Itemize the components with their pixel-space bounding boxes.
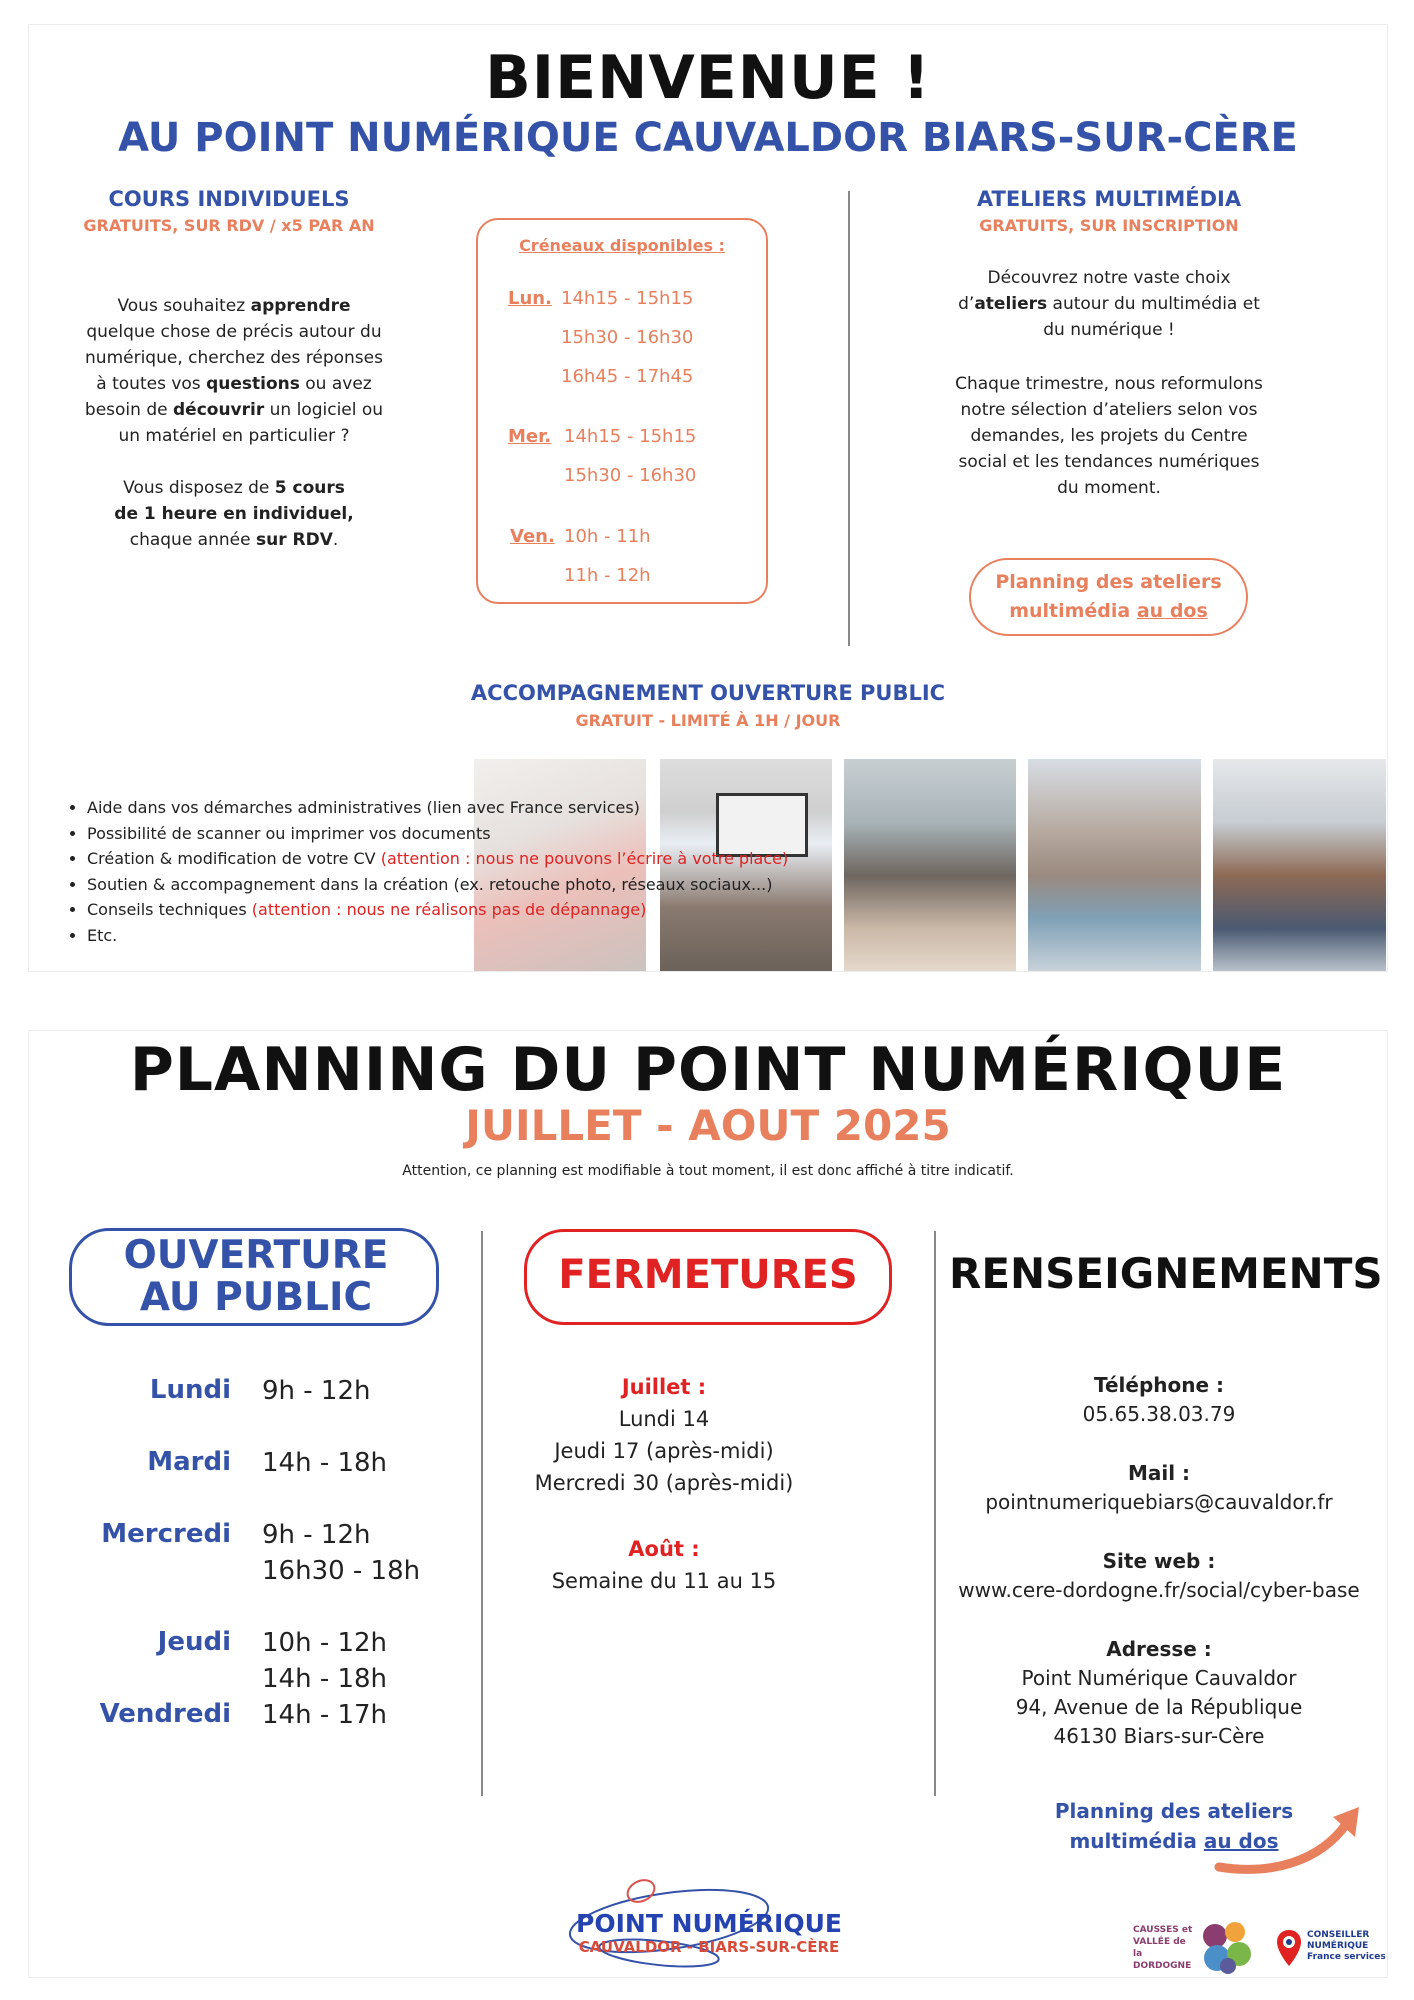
accompagnement-item: • Création & modification de votre CV (attention : nous ne pouvons l’écrire à votre place) <box>87 846 859 872</box>
planning-subtitle: JUILLET - AOUT 2025 <box>465 1101 951 1150</box>
planning-note: Attention, ce planning est modifiable à tout moment, il est donc affiché à titre indicatif. <box>402 1163 1014 1179</box>
accompagnement-heading: ACCOMPAGNEMENT OUVERTURE PUBLIC <box>470 681 946 705</box>
location-pin-icon <box>1275 1928 1303 1968</box>
fermetures-badge <box>524 1229 892 1325</box>
photo-workshop-5 <box>1213 759 1386 971</box>
ateliers-paragraph-2: Chaque trimestre, nous reformulons notre sélection d’ateliers selon vos demandes, les projets du Centre social et les tendances numériques du moment. <box>955 374 1263 498</box>
creneau-day-ven: Ven. <box>510 526 555 547</box>
accompagnement-item: • Conseils techniques (attention : nous ne réalisons pas de dépannage) <box>87 897 859 923</box>
accompagnement-warning: (attention : nous ne pouvons l’écrire à votre place) <box>380 849 789 868</box>
planning-ateliers-button[interactable] <box>969 558 1248 636</box>
telephone-value[interactable]: 05.65.38.03.79 <box>1082 1402 1236 1426</box>
fermetures-juillet: Juillet : <box>621 1375 707 1399</box>
creneau-time: 14h15 - 15h15 <box>561 288 694 309</box>
logo-line-1: POINT NUMÉRIQUE <box>576 1909 842 1938</box>
fermeture-date: Lundi 14 <box>618 1407 710 1431</box>
ouverture-badge <box>69 1228 439 1326</box>
mail-label: Mail : <box>1127 1461 1191 1485</box>
creneau-time: 10h - 11h <box>564 526 651 547</box>
arrow-icon <box>1209 1801 1369 1881</box>
day-hours: 14h - 17h <box>262 1700 388 1730</box>
telephone-label: Téléphone : <box>1093 1373 1225 1397</box>
fermetures-aout: Août : <box>628 1537 700 1561</box>
column-divider <box>481 1231 483 1796</box>
photo-workshop-3 <box>844 759 1016 971</box>
point-numerique-logo <box>549 1871 879 1971</box>
day-hours: 14h - 18h <box>262 1448 388 1478</box>
planning-ateliers-link[interactable]: Planning des ateliers multimédia au dos <box>1054 1799 1294 1853</box>
fermeture-date: Semaine du 11 au 15 <box>551 1569 777 1593</box>
cours-subheading: GRATUITS, SUR RDV / x5 PAR AN <box>83 216 375 235</box>
creneau-day-mer: Mer. <box>508 426 552 447</box>
accompagnement-warning: (attention : nous ne réalisons pas de dépannage) <box>251 900 647 919</box>
fermeture-date: Jeudi 17 (après-midi) <box>554 1439 774 1463</box>
adresse-line: Point Numérique Cauvaldor <box>1021 1666 1297 1690</box>
planning-title: PLANNING DU POINT NUMÉRIQUE <box>129 1035 1287 1105</box>
page-subtitle: AU POINT NUMÉRIQUE CAUVALDOR BIARS-SUR-CÈRE <box>118 115 1298 161</box>
causses-vallee-icon <box>1195 1920 1259 1976</box>
fermetures-list <box>489 1371 839 1597</box>
renseignements-label: RENSEIGNEMENTS <box>949 1249 1383 1298</box>
contact-info <box>949 1371 1369 1751</box>
cours-heading: COURS INDIVIDUELS <box>108 187 350 211</box>
column-divider <box>934 1231 936 1796</box>
planning-ateliers-label: Planning des ateliers multimédia au dos <box>995 571 1222 622</box>
day-label: Jeudi <box>157 1627 231 1657</box>
accompagnement-list <box>59 795 859 948</box>
page-title: BIENVENUE ! <box>485 43 931 113</box>
accompagnement-item: • Possibilité de scanner ou imprimer vos documents <box>87 821 859 847</box>
fermetures-label: FERMETURES <box>558 1252 858 1298</box>
accompagnement-item: • Etc. <box>87 923 859 949</box>
day-label: Mardi <box>147 1447 231 1477</box>
day-hours: 9h - 12h <box>262 1376 371 1406</box>
creneaux-title: Créneaux disponibles : <box>519 236 725 255</box>
logo-line-2: CAUVALDOR - BIARS-SUR-CÈRE <box>578 1938 840 1956</box>
fermeture-date: Mercredi 30 (après-midi) <box>534 1471 794 1495</box>
day-label: Lundi <box>149 1375 231 1405</box>
adresse-line: 94, Avenue de la République <box>1015 1695 1303 1719</box>
ateliers-paragraph-1: Découvrez notre vaste choix d’ateliers autour du multimédia et du numérique ! <box>958 268 1260 340</box>
photo-workshop-4 <box>1028 759 1201 971</box>
causses-vallee-logo <box>1133 1920 1263 1976</box>
creneau-time: 16h45 - 17h45 <box>561 366 694 387</box>
adresse-line: 46130 Biars-sur-Cère <box>1053 1724 1265 1748</box>
day-label: Vendredi <box>99 1699 231 1729</box>
site-link[interactable]: www.cere-dordogne.fr/social/cyber-base <box>958 1578 1360 1602</box>
site-label: Site web : <box>1102 1549 1216 1573</box>
ateliers-subheading: GRATUITS, SUR INSCRIPTION <box>979 216 1239 235</box>
cours-paragraph-2: Vous disposez de 5 cours de 1 heure en individuel, chaque année sur RDV. <box>114 478 354 550</box>
accompagnement-item: • Soutien & accompagnement dans la création (ex. retouche photo, réseaux sociaux...) <box>87 872 859 898</box>
creneau-day-lun: Lun. <box>508 288 552 309</box>
ateliers-heading: ATELIERS MULTIMÉDIA <box>976 187 1242 211</box>
adresse-label: Adresse : <box>1106 1637 1212 1661</box>
cours-paragraph-1: Vous souhaitez apprendre quelque chose de précis autour du numérique, cherchez des réponses à toutes vos questions ou avez besoin de découvrir un logiciel ou un matériel en particulier ? <box>84 296 384 446</box>
creneau-time: 15h30 - 16h30 <box>564 465 697 486</box>
conseiller-numerique-text: CONSEILLER NUMÉRIQUE France services <box>1307 1930 1386 1962</box>
creneau-time: 11h - 12h <box>564 565 651 586</box>
column-divider <box>848 191 850 646</box>
creneau-time: 14h15 - 15h15 <box>564 426 697 447</box>
causses-vallee-text: CAUSSES et VALLÉE de la DORDOGNE <box>1133 1925 1193 1971</box>
conseiller-numerique-logo <box>1275 1928 1385 1976</box>
planning-panel <box>28 1030 1388 1978</box>
creneaux-box <box>476 218 768 604</box>
accompagnement-item: • Aide dans vos démarches administratives (lien avec France services) <box>87 795 859 821</box>
accompagnement-subheading: GRATUIT - LIMITÉ À 1H / JOUR <box>575 711 841 730</box>
ouverture-label: OUVERTURE AU PUBLIC <box>123 1233 389 1320</box>
welcome-panel <box>28 24 1388 972</box>
day-label: Mercredi <box>101 1519 231 1549</box>
creneau-time: 15h30 - 16h30 <box>561 327 694 348</box>
day-hours: 9h - 12h 16h30 - 18h <box>262 1520 421 1586</box>
day-hours: 10h - 12h 14h - 18h <box>262 1628 388 1694</box>
mail-value[interactable]: pointnumeriquebiars@cauvaldor.fr <box>985 1490 1333 1514</box>
